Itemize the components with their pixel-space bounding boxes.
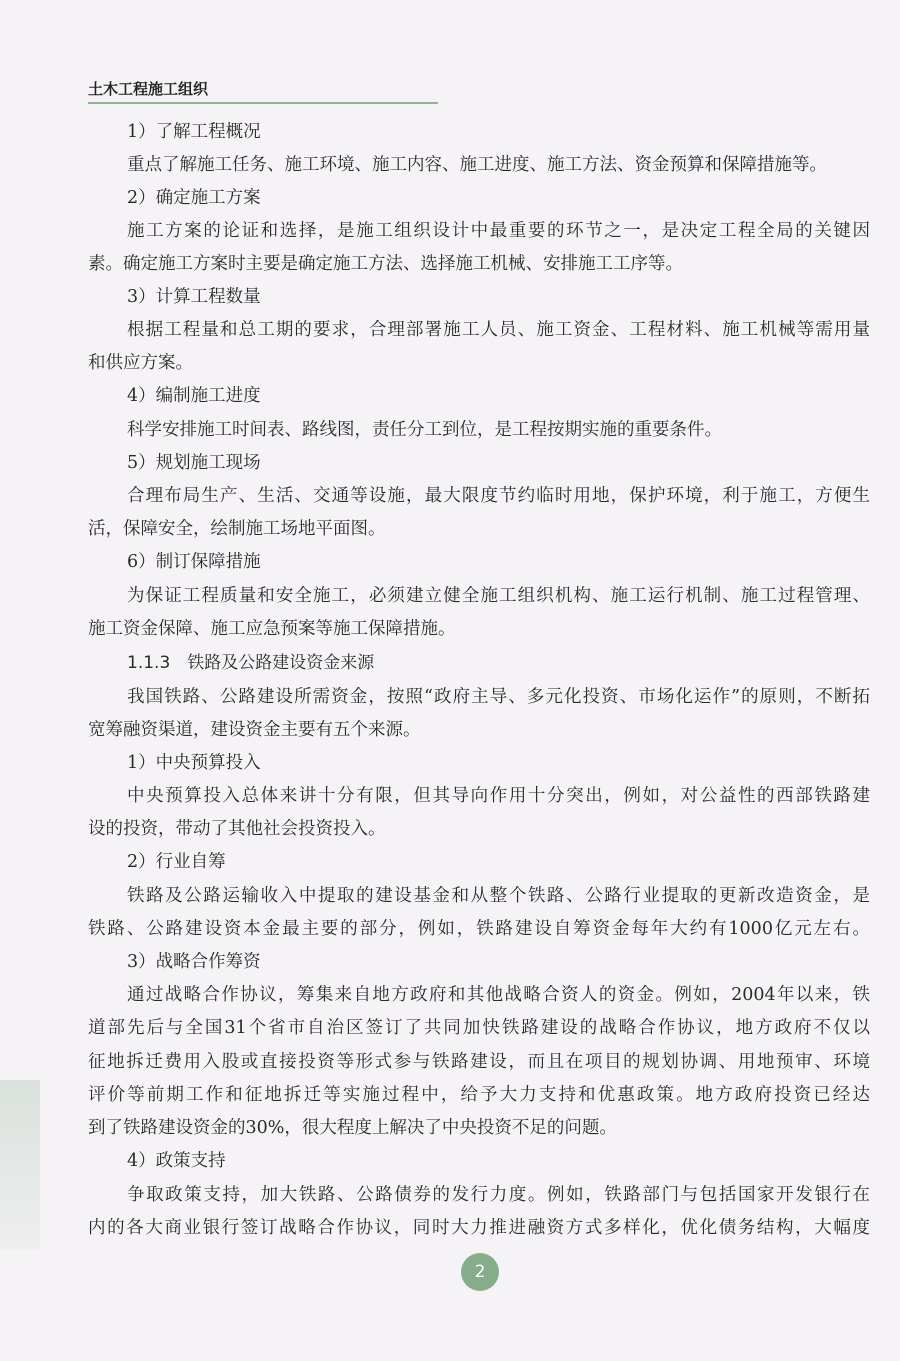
subheading: 6）制订保障措施	[127, 552, 261, 572]
subheading: 2）行业自筹	[127, 852, 226, 872]
subheading: 1）了解工程概况	[127, 122, 261, 142]
paragraph-line: 铁路、公路建设资本金最主要的部分，例如，铁路建设自筹资金每年大约有1000亿元左右。	[88, 919, 870, 939]
paragraph-line: 合理布局生产、生活、交通等设施，最大限度节约临时用地，保护环境，利于施工，方便生	[127, 486, 870, 506]
paragraph-line: 根据工程量和总工期的要求，合理部署施工人员、施工资金、工程材料、施工机械等需用量	[127, 320, 870, 340]
paragraph-line: 道部先后与全国31个省市自治区签订了共同加快铁路建设的战略合作协议，地方政府不仅以	[88, 1018, 870, 1038]
page-number-badge: 2	[461, 1253, 499, 1291]
paragraph-line: 科学安排施工时间表、路线图，责任分工到位，是工程按期实施的重要条件。	[127, 420, 722, 440]
subheading: 1）中央预算投入	[127, 753, 261, 773]
paragraph-line: 设的投资，带动了其他社会投资投入。	[88, 819, 386, 839]
page-edge-shadow	[0, 1080, 40, 1250]
paragraph-line: 活，保障安全，绘制施工场地平面图。	[88, 519, 386, 539]
subheading: 3）战略合作筹资	[127, 952, 261, 972]
paragraph-line: 素。确定施工方案时主要是确定施工方法、选择施工机械、安排施工工序等。	[88, 254, 683, 274]
header-rule	[88, 102, 438, 104]
subheading: 4）编制施工进度	[127, 386, 261, 406]
paragraph-line: 争取政策支持，加大铁路、公路债券的发行力度。例如，铁路部门与包括国家开发银行在	[127, 1185, 870, 1205]
paragraph-line: 中央预算投入总体来讲十分有限，但其导向作用十分突出，例如，对公益性的西部铁路建	[127, 786, 870, 806]
paragraph-line: 和供应方案。	[88, 353, 193, 373]
paragraph-line: 宽筹融资渠道，建设资金主要有五个来源。	[88, 720, 421, 740]
subheading: 2）确定施工方案	[127, 188, 261, 208]
section-heading: 1.1.3 铁路及公路建设资金来源	[127, 653, 375, 673]
paragraph-line: 铁路及公路运输收入中提取的建设基金和从整个铁路、公路行业提取的更新改造资金，是	[127, 886, 870, 906]
paragraph-line: 我国铁路、公路建设所需资金，按照“政府主导、多元化投资、市场化运作”的原则，不断拓	[127, 687, 870, 707]
paragraph-line: 到了铁路建设资金的30%，很大程度上解决了中央投资不足的问题。	[88, 1118, 617, 1138]
paragraph-line: 重点了解施工任务、施工环境、施工内容、施工进度、施工方法、资金预算和保障措施等。	[127, 155, 827, 175]
paragraph-line: 施工资金保障、施工应急预案等施工保障措施。	[88, 619, 456, 639]
subheading: 3）计算工程数量	[127, 287, 261, 307]
paragraph-line: 为保证工程质量和安全施工，必须建立健全施工组织机构、施工运行机制、施工过程管理、	[127, 586, 870, 606]
subheading: 4）政策支持	[127, 1151, 226, 1171]
paragraph-line: 施工方案的论证和选择，是施工组织设计中最重要的环节之一，是决定工程全局的关键因	[127, 221, 870, 241]
paragraph-line: 内的各大商业银行签订战略合作协议，同时大力推进融资方式多样化，优化债务结构，大幅度	[88, 1218, 870, 1238]
subheading: 5）规划施工现场	[127, 453, 261, 473]
paragraph-line: 通过战略合作协议，筹集来自地方政府和其他战略合资人的资金。例如，2004年以来，铁	[127, 985, 870, 1005]
paragraph-line: 征地拆迁费用入股或直接投资等形式参与铁路建设，而且在项目的规划协调、用地预审、环境	[88, 1052, 870, 1072]
running-header: 土木工程施工组织	[88, 80, 209, 98]
paragraph-line: 评价等前期工作和征地拆迁等实施过程中，给予大力支持和优惠政策。地方政府投资已经达	[88, 1085, 870, 1105]
